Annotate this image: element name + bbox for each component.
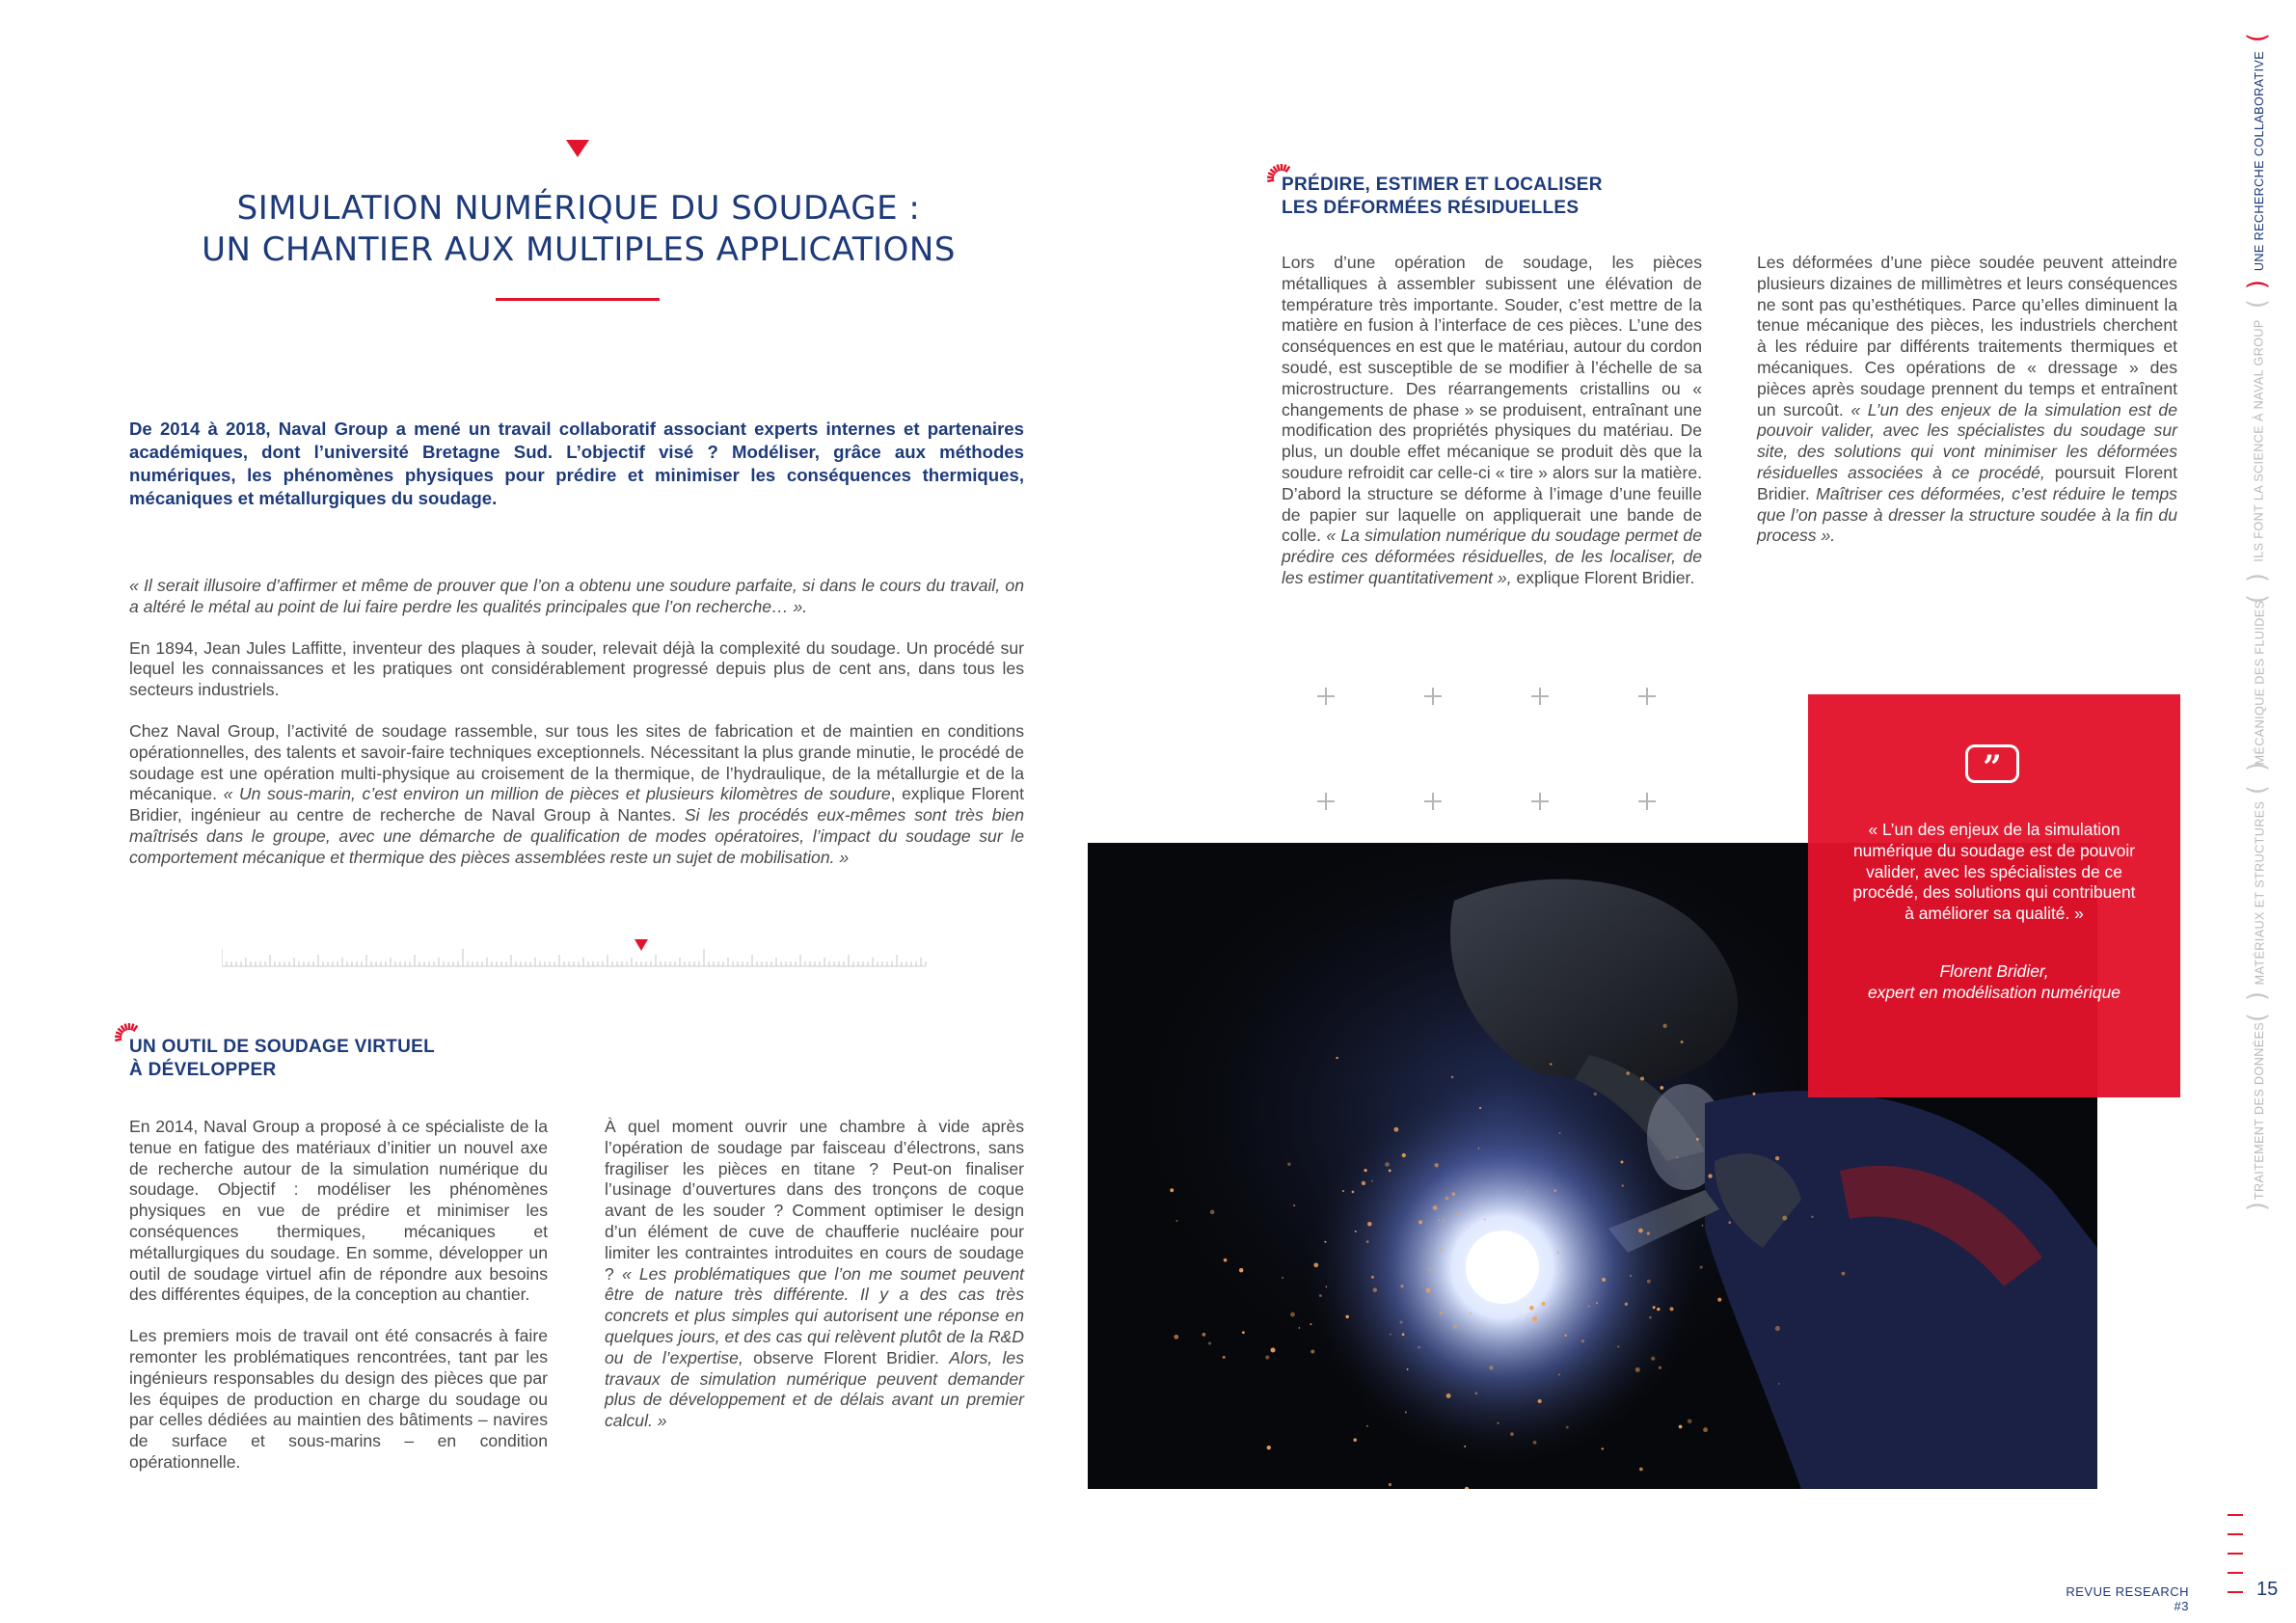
spark [1649, 1316, 1651, 1318]
spark [1708, 1174, 1712, 1177]
spark [1669, 1307, 1673, 1311]
sidebar-item-label: UNE RECHERCHE COLLABORATIVE [2253, 50, 2267, 272]
brace-icon: ) [2243, 1201, 2273, 1212]
spark [1529, 1306, 1534, 1311]
spark [1389, 1483, 1391, 1486]
spark [1484, 1219, 1486, 1221]
spark [1593, 1093, 1597, 1096]
spark [1564, 1335, 1567, 1338]
paragraph: Les premiers mois de travail ont été consacrés à faire remonter les problématiques rencontrées, tant par les ingénieurs responsables du design des pièces que par les équipes de production en charge du soudage ou par celles dédiées au maintien des bâtiments – navires de surface et sous-marins – en condition opérationnelle. [129, 1326, 548, 1472]
spark [1638, 1229, 1643, 1233]
spark [1418, 1220, 1422, 1224]
spark [1202, 1333, 1206, 1337]
paragraph [1757, 253, 2177, 547]
brace-icon: ( [2243, 1012, 2273, 1023]
section1-column-2 [605, 1117, 1024, 1452]
spark [1526, 1191, 1527, 1193]
spark [1223, 1356, 1226, 1359]
spark [1310, 1349, 1314, 1353]
spark [1390, 1334, 1391, 1336]
spark [1373, 1287, 1377, 1291]
spark [1442, 1219, 1445, 1222]
spark [1293, 1204, 1295, 1206]
spark [1717, 1298, 1721, 1302]
spark [1478, 1148, 1480, 1150]
spark [1782, 1216, 1787, 1221]
spark [1326, 1285, 1328, 1287]
section2-column-1 [1282, 253, 1702, 609]
burst-ray [1267, 177, 1274, 178]
spark [1336, 1057, 1337, 1059]
burst-ray [1285, 166, 1289, 172]
spark [1602, 1447, 1604, 1449]
sidebar-item-traitement-donnees[interactable] [2245, 1021, 2274, 1201]
quote-span: Si les procédés eux-mêmes sont très bien maîtrisés dans le groupe, avec une démarche de qualification de modes opératoires, l’impact du soudage sur le comportement mécanique et thermique des pièces assemblées reste un sujet de mobilisation. » [129, 805, 1024, 867]
spark [1541, 1302, 1545, 1306]
brace-icon: ( [2243, 32, 2273, 43]
spark [1270, 1347, 1275, 1352]
spark [1566, 1426, 1569, 1429]
text-span: observe Florent Bridier. [743, 1347, 950, 1367]
spark [1371, 1276, 1374, 1279]
spark [1470, 1312, 1472, 1314]
spark [1440, 1312, 1443, 1314]
spark [1400, 1321, 1403, 1324]
spark [1842, 1272, 1846, 1276]
spark [1208, 1341, 1211, 1344]
quote-span: « Les problématiques que l’on me soumet peuvent être de nature très différente. Il y a des cas très concrets et plus simples qui autorisent une réponse en quelques jours, et des cas qui relèvent plutôt de la R&D ou de l’expertise, [605, 1263, 1024, 1367]
burst-ray [1283, 165, 1285, 172]
page-title [164, 188, 993, 271]
burst-ray [131, 1024, 133, 1031]
text-span: explique Florent Bridier. [1511, 567, 1695, 587]
text-span: , explique Florent Bridier, ingénieur au centre de recherche de Naval Group à Nantes. [129, 784, 1024, 825]
spark [1588, 1305, 1590, 1307]
spark [1445, 1197, 1448, 1201]
triangle-marker-icon [566, 140, 589, 159]
spark [1210, 1210, 1215, 1215]
brace-icon: ) [2243, 761, 2273, 772]
spark [1282, 1277, 1283, 1279]
spark [1533, 1441, 1537, 1445]
section-title-line: À DÉVELOPPER [129, 1060, 277, 1080]
sidebar-item-label: MÉCANIQUE DES FLUIDES [2253, 600, 2266, 766]
spark [1453, 1325, 1457, 1329]
footer-publication: REVUE RESEARCH #3 [2066, 1584, 2189, 1613]
paragraph: En 2014, Naval Group a proposé à ce spécialiste de la tenue en fatigue des matériaux d’initier un nouvel axe de recherche autour de la simulation numérique du soudage. Objectif : modéliser les phénomènes physiques en vue de prédire et minimiser les conséquences thermiques, mécaniques et métallurgiques du soudage. En somme, développer un outil de soudage virtuel afin de répondre aux besoins des différentes équipes, de la conception au chantier. [129, 1117, 548, 1305]
burst-ray [1267, 180, 1274, 181]
spark [1676, 1156, 1678, 1158]
spark [1621, 1184, 1623, 1186]
spark [1556, 1252, 1559, 1255]
dash [2228, 1553, 2243, 1555]
sidebar-item-naval-group[interactable] [2245, 311, 2274, 571]
paragraph-1894: En 1894, Jean Jules Laffitte, inventeur des plaques à souder, relevait déjà la complexité du soudage. Un procédé sur lequel les connaissances et les pratiques ont considérablement progressé depuis plus de cent ans, dans tous les secteurs industriels. [129, 637, 1024, 700]
spark [1170, 1188, 1174, 1192]
section2-column-2 [1757, 253, 2177, 567]
spark [1224, 1258, 1228, 1262]
cross-icon [1638, 793, 1656, 810]
spark [1651, 1357, 1655, 1361]
spark [1175, 1220, 1177, 1222]
spark [1438, 1219, 1440, 1221]
cross-icon [1531, 793, 1549, 810]
spark [1647, 1231, 1650, 1234]
sidebar-item-label: MATÉRIAUX ET STRUCTURES [2253, 800, 2267, 986]
spark [1426, 1288, 1431, 1293]
cross-icon [1531, 688, 1549, 705]
spark [1778, 1383, 1780, 1385]
spark [1681, 1041, 1684, 1043]
cross-icon [1638, 688, 1656, 705]
dash [2228, 1533, 2243, 1535]
spark [1440, 1249, 1443, 1252]
quote-span: « Un sous-marin, c’est environ un million de pièces et plusieurs kilomètres de soudure [223, 784, 891, 804]
spark [1345, 1315, 1349, 1319]
spark [1393, 1127, 1398, 1132]
spark [1366, 1240, 1369, 1243]
brace-icon: ( [2243, 298, 2273, 310]
author-name: Florent Bridier, [1939, 961, 2049, 981]
title-underline [496, 298, 660, 301]
spark [1662, 1024, 1666, 1028]
spark [1310, 1323, 1311, 1325]
spark [1659, 1366, 1661, 1369]
spark [1407, 1368, 1409, 1370]
text-span: À quel moment ouvrir une chambre à vide après l’opération de soudage par faisceau d’électrons, sans fragiliser les pièces en titane ? Peut-on finaliser l’usinage d’ouvertures dans des tronçons de coque avant de les souder ? Comment optimiser le design d’un élément de cuve de chaufferie nucléaire pour limiter les contraintes introduites en cours de soudage ? [605, 1117, 1024, 1284]
spark [1510, 1432, 1514, 1436]
brace-icon: ( [2243, 784, 2273, 796]
spark [1313, 1262, 1318, 1267]
spark [1479, 1107, 1481, 1109]
spark [1428, 1268, 1431, 1271]
spark [1640, 1076, 1644, 1080]
paragraph [605, 1117, 1024, 1432]
spark [1400, 1285, 1403, 1287]
spark [1353, 1438, 1357, 1442]
spark [1352, 1191, 1355, 1194]
burst-ray [115, 1040, 122, 1041]
spark [1385, 1162, 1390, 1167]
spark [1498, 1422, 1499, 1424]
dash [2228, 1591, 2243, 1593]
spark [1389, 1170, 1391, 1173]
page-number: 15 [2256, 1579, 2279, 1600]
spark [1653, 1306, 1656, 1309]
spark [1366, 1425, 1368, 1427]
dash [2228, 1572, 2243, 1574]
spark [1581, 1339, 1584, 1342]
spark [1775, 1156, 1779, 1160]
spark [1446, 1393, 1451, 1398]
spark [1553, 1189, 1556, 1192]
spark [1703, 1427, 1708, 1432]
quote-span: Maîtriser ces déformées, c’est réduire le temps que l’on passe à dresser la structure soudée à la fin du process ». [1757, 483, 2177, 546]
spark [1700, 1266, 1703, 1269]
spark [1635, 1367, 1640, 1372]
spark [1702, 1225, 1704, 1227]
quote-box-text: « L’un des enjeux de la simulation numérique du soudage est de pouvoir valider, avec les spécialistes de ce procédé, des solutions qui contribuent à améliorer sa qualité. » [1852, 820, 2136, 924]
text-span: Chez Naval Group, l’activité de soudage rassemble, sur tous les sites de fabrication et de maintien en conditions opérationnelles, des talents et savoir-faire techniques exceptionnels. Nécessitant la plus grande minutie, le procédé de soudage est une opération multi-physique au croisement de la thermique, de l’hydraulique, de la métallurgie et de la mécanique. [129, 720, 1024, 804]
spark [1434, 1163, 1438, 1167]
spark [1660, 1086, 1663, 1090]
spark [1696, 1138, 1699, 1141]
spark [1290, 1312, 1295, 1317]
spark [1342, 1190, 1344, 1192]
title-line-1: SIMULATION NUMÉRIQUE DU SOUDAGE : [236, 189, 921, 228]
left-column [129, 576, 1024, 889]
spark [1617, 1345, 1619, 1347]
spark [1475, 1392, 1478, 1394]
spark [1728, 1221, 1731, 1224]
spark [1362, 1181, 1365, 1185]
quote-span: « L’un des enjeux de la simulation est de pouvoir valider, avec les spécialistes du soudage sur site, des solutions qui vont minimiser les déformées résiduelles associées à ce procédé, [1757, 399, 2178, 482]
quote-box-author [1837, 961, 2151, 1004]
spark [1647, 1280, 1651, 1284]
spark [1550, 1063, 1552, 1065]
burst-ray [115, 1037, 122, 1038]
spark [1639, 1468, 1643, 1472]
section-title-line: UN OUTIL DE SOUDAGE VIRTUEL [129, 1037, 436, 1057]
spark [1371, 1180, 1373, 1182]
burst-ray [125, 1024, 127, 1031]
spark [1464, 1446, 1466, 1447]
spark [1451, 1076, 1454, 1079]
spark [1625, 1303, 1628, 1306]
spark [1242, 1331, 1245, 1334]
spark [1679, 1425, 1683, 1429]
spark [1602, 1278, 1606, 1282]
quote-icon: ” [1965, 744, 2019, 783]
paragraph [1282, 253, 1702, 589]
spark [1752, 1093, 1755, 1096]
intro-paragraph: De 2014 à 2018, Naval Group a mené un travail collaboratif associant experts internes et partenaires académiques, dont l’université Bretagne Sud. L’objectif visé ? Modéliser, grâce aux méthodes numériques, les phénomènes physiques pour prédire et minimiser les conséquences thermiques, mécaniques et métallurgiques du soudage. [129, 419, 1024, 508]
section-title-residual-deformations [1282, 174, 1603, 220]
text-span: Les déformées d’une pièce soudée peuvent atteindre plusieurs dizaines de millimètres et leurs conséquences ne sont pas qu’esthétiques. Parce qu’elles diminuent la tenue mécanique des pièces, les industriels cherchent à les réduire par différents traitements thermiques et mécaniques. Ces opérations de « dressage » des pièces après soudage prennent du temps et entraînent un surcoût. [1757, 253, 2177, 419]
sidebar-item-recherche-collaborative[interactable] [2245, 50, 2274, 272]
cross-icon [1424, 688, 1442, 705]
spark [1452, 1192, 1456, 1196]
text-span: poursuit Florent Bridier. [1757, 462, 2177, 503]
spark [1538, 1399, 1542, 1403]
spark [1489, 1366, 1493, 1369]
title-line-2: UN CHANTIER AUX MULTIPLES APPLICATIONS [202, 230, 956, 269]
section-title-line: LES DÉFORMÉES RÉSIDUELLES [1282, 198, 1580, 218]
text-span: Lors d’une opération de soudage, les pièces métalliques à assembler subissent une élévation de température très importante. Souder, c’est mettre de la matière en fusion à l’interface de ces pièces. L’une des conséquences en est que le matériau, autour du cordon soudé, est susceptible de se modifier à l’échelle de sa microstructure. Des réarrangements cristallins ou « changements de phase » se produisent, entraînant une modification des propriétés physiques du matériau. De plus, un double effet mécanique se produit dès que la soudure refroidit car celle-ci « tire » alors sur la matière. D’abord la structure se déforme à l’image d’une feuille de papier sur laquelle on appliquerait une bande de colle. [1282, 253, 1702, 546]
sidebar-item-materiaux-structures[interactable] [2245, 797, 2274, 989]
quote-box [1808, 694, 2180, 1097]
author-role: expert en modélisation numérique [1868, 982, 2120, 1002]
section-title-virtual-tool [129, 1036, 435, 1082]
spark [1299, 1327, 1301, 1329]
sidebar-item-label: TRAITEMENT DES DONNÉES [2253, 1021, 2267, 1201]
spark [1596, 1302, 1598, 1304]
brace-icon: ) [2243, 279, 2273, 290]
burst-ray [1278, 165, 1280, 172]
sidebar-item-mecanique-fluides[interactable] [2245, 600, 2274, 766]
section-title-line: PRÉDIRE, ESTIMER ET LOCALISER [1282, 175, 1603, 195]
spark [1267, 1446, 1271, 1449]
spark [1239, 1268, 1243, 1272]
spark [1364, 1169, 1366, 1172]
spark [1811, 1216, 1813, 1218]
spark [1468, 1227, 1470, 1229]
burst-ray [133, 1025, 137, 1031]
spark [1558, 1374, 1560, 1376]
spark [1630, 1275, 1632, 1277]
cross-icon [1424, 793, 1442, 810]
spark [1657, 1308, 1660, 1311]
spark [1265, 1355, 1269, 1359]
historic-quote: « Il serait illusoire d’affirmer et même de prouver que l’on a obtenu une soudure parfaite, si dans le cours du travail, on a altéré le métal au point de lui faire perdre les qualités principales que l’on recherche… ». [129, 576, 1024, 616]
brace-icon: ( [2243, 593, 2273, 605]
spark [1433, 1205, 1438, 1210]
brace-icon: ) [2243, 990, 2273, 1002]
spark [1402, 1153, 1406, 1157]
spark [1405, 1412, 1407, 1414]
spark [1367, 1222, 1372, 1227]
ruler-separator [222, 930, 935, 968]
section1-column-1 [129, 1117, 548, 1494]
brace-icon: ) [2243, 572, 2273, 583]
spark [1620, 1160, 1623, 1163]
sidebar-item-label: ILS FONT LA SCIENCE À NAVAL GROUP [2253, 319, 2267, 562]
spark [1532, 1316, 1537, 1321]
spark [1418, 1346, 1419, 1348]
ruler-marker-icon [635, 939, 648, 951]
spark [1319, 1294, 1322, 1297]
spark [1355, 1231, 1357, 1232]
spark [1174, 1335, 1178, 1339]
spark [1457, 1212, 1460, 1215]
spark [1775, 1326, 1780, 1331]
spark [1287, 1163, 1290, 1166]
spark [1324, 1241, 1326, 1243]
cross-icon [1317, 793, 1335, 810]
dash [2228, 1514, 2243, 1516]
spark [1535, 1314, 1537, 1316]
spark [1559, 1132, 1561, 1134]
spark [1626, 1071, 1629, 1074]
spark [1688, 1419, 1692, 1423]
paragraph-naval-group [129, 721, 1024, 869]
spark [1402, 1333, 1405, 1336]
cross-icon [1317, 688, 1335, 705]
quote-span: Alors, les travaux de simulation numérique peuvent demander plus de développement et de délais avant un premier calcul. » [605, 1347, 1024, 1431]
quote-span: « La simulation numérique du soudage permet de prédire ces déformées résiduelles, de les localiser, de les estimer quantitativement », [1282, 526, 1703, 587]
